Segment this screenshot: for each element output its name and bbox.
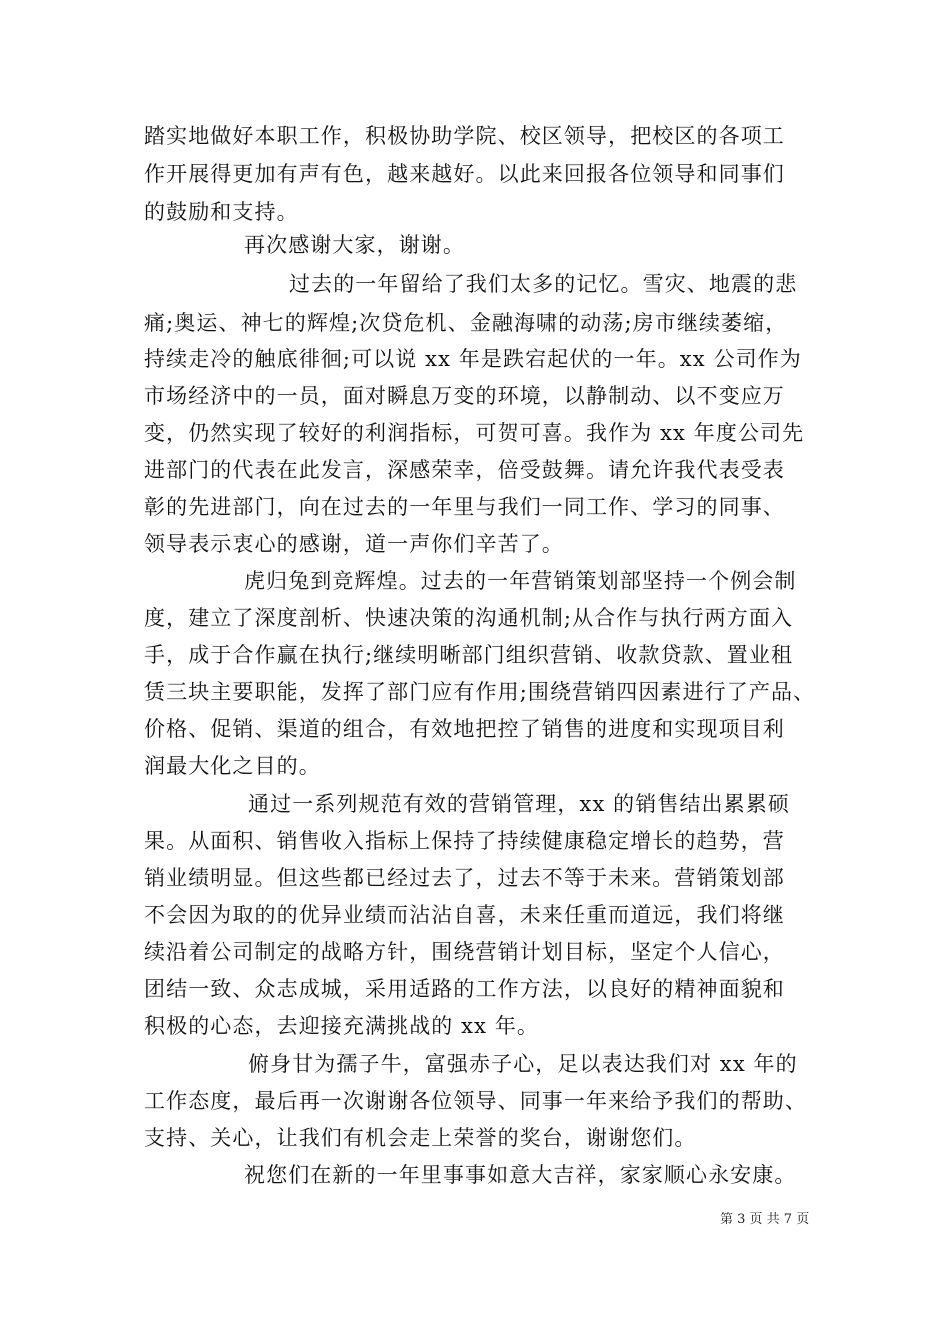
text-line: 彰的先进部门，向在过去的一年里与我们一同工作、学习的同事、: [144, 495, 785, 519]
text-line: 支持、关心，让我们有机会走上荣誉的奖台，谢谢您们。: [144, 1126, 697, 1150]
text-line: 不会因为取的的优异业绩而沾沾自喜，未来任重而道远，我们将继: [144, 903, 785, 927]
text-line: 销业绩明显。但这些都已经过去了，过去不等于未来。营销策划部: [144, 866, 785, 890]
text-line: 赁三块主要职能，发挥了部门应有作用;围绕营销四因素进行了产品、: [144, 680, 816, 704]
text-line: 润最大化之目的。: [144, 754, 321, 778]
text-line: 过去的一年留给了我们太多的记忆。雪灾、地震的悲: [289, 272, 798, 296]
text-line: 领导表示衷心的感谢，道一声你们辛苦了。: [144, 532, 564, 556]
text-line: 踏实地做好本职工作，积极协助学院、校区领导，把校区的各项工: [144, 124, 785, 148]
page-number-footer: 第 3 页 共 7 页: [720, 1212, 810, 1227]
text-line: 度，建立了深度剖析、快速决策的沟通机制;从合作与执行两方面入: [144, 606, 794, 630]
text-line: 痛;奥运、神七的辉煌;次贷危机、金融海啸的动荡;房市继续萎缩，: [144, 311, 788, 335]
text-line: 积极的心态，去迎接充满挑战的 xx 年。: [144, 1014, 540, 1038]
text-line: 续沿着公司制定的战略方针，围绕营销计划目标，坚定个人信心，: [144, 940, 785, 964]
text-line: 市场经济中的一员，面对瞬息万变的环境，以静制动、以不变应万: [144, 384, 785, 408]
text-line: 价格、促销、渠道的组合，有效地把控了销售的进度和实现项目利: [144, 717, 785, 741]
text-line: 变，仍然实现了较好的利润指标，可贺可喜。我作为 xx 年度公司先: [144, 421, 805, 445]
text-line: 进部门的代表在此发言，深感荣幸，倍受鼓舞。请允许我代表受表: [144, 458, 785, 482]
text-line: 通过一系列规范有效的营销管理，xx 的销售结出累累硕: [248, 792, 790, 816]
text-line: 手，成于合作赢在执行;继续明晰部门组织营销、收款贷款、置业租: [144, 643, 794, 667]
text-line: 工作态度，最后再一次谢谢各位领导、同事一年来给予我们的帮助、: [144, 1089, 807, 1113]
text-line: 作开展得更加有声有色，越来越好。以此来回报各位领导和同事们: [144, 162, 785, 186]
text-line: 团结一致、众志成城，采用适路的工作方法，以良好的精神面貌和: [144, 977, 785, 1001]
text-line: 持续走冷的触底徘徊;可以说 xx 年是跌宕起伏的一年。xx 公司作为: [144, 347, 802, 371]
text-line: 果。从面积、销售收入指标上保持了持续健康稳定增长的趋势，营: [144, 829, 785, 853]
text-line: 再次感谢大家，谢谢。: [244, 233, 465, 257]
text-line: 的鼓励和支持。: [144, 200, 299, 224]
text-line: 祝您们在新的一年里事事如意大吉祥，家家顺心永安康。: [244, 1163, 797, 1187]
text-line: 俯身甘为孺子牛，富强赤子心，足以表达我们对 xx 年的: [248, 1052, 798, 1076]
text-line: 虎归兔到竞辉煌。过去的一年营销策划部坚持一个例会制: [244, 569, 797, 593]
